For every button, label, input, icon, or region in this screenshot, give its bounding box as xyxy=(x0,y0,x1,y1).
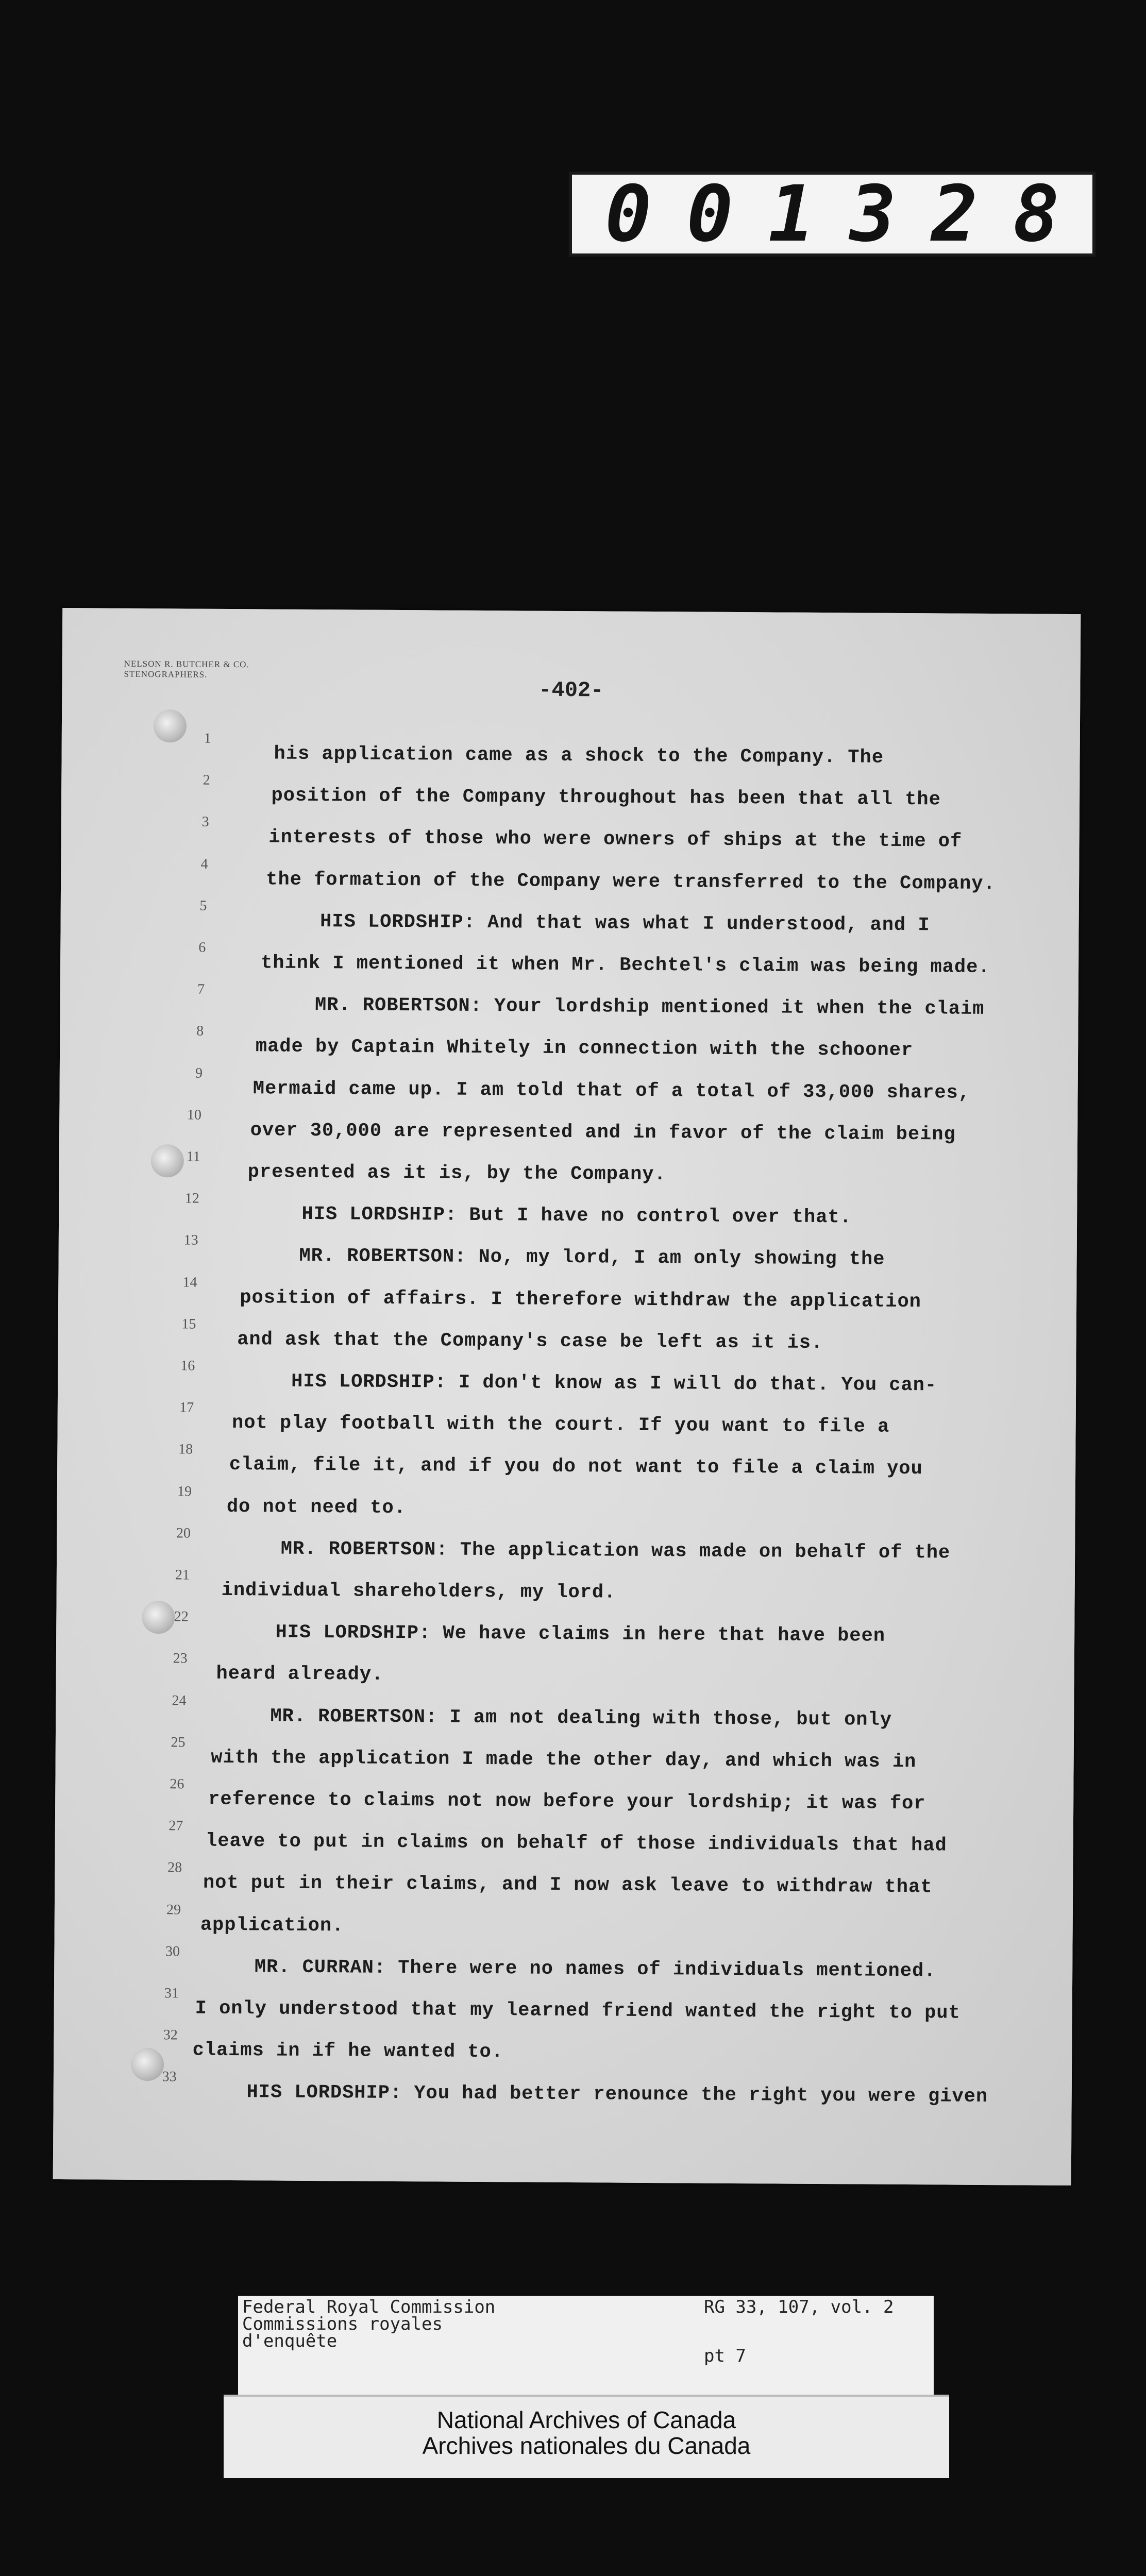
transcript-line: position of affairs. I therefore withdraw the application xyxy=(240,1286,922,1313)
line-number: 30 xyxy=(165,1943,180,1960)
line-number: 24 xyxy=(172,1692,187,1709)
line-number: 31 xyxy=(164,1985,179,2002)
transcript-line: his application came as a shock to the Company. The xyxy=(274,743,884,769)
line-number: 17 xyxy=(179,1399,194,1416)
transcript-line: over 30,000 are represented and in favor of the claim being xyxy=(250,1120,956,1146)
line-number: 11 xyxy=(186,1148,200,1165)
transcript-line: position of the Company throughout has been that all the xyxy=(271,785,941,811)
transcript-line: HIS LORDSHIP: We have claims in here that have been xyxy=(275,1621,886,1647)
transcript-line: not play football with the court. If you want to file a xyxy=(231,1412,890,1438)
line-number: 23 xyxy=(173,1650,188,1667)
line-number: 33 xyxy=(162,2069,177,2085)
transcript-line: HIS LORDSHIP: But I have no control over that. xyxy=(301,1204,852,1229)
transcript-line: I only understood that my learned friend wanted the right to put xyxy=(195,1997,960,2024)
transcript-line: Mermaid came up. I am told that of a total of 33,000 shares, xyxy=(252,1077,971,1104)
line-number: 20 xyxy=(176,1525,191,1541)
letterhead-role: STENOGRAPHERS. xyxy=(124,669,208,680)
frame-number-plate xyxy=(569,169,1096,259)
line-number: 15 xyxy=(181,1316,196,1332)
line-number: 22 xyxy=(174,1608,189,1625)
line-number: 10 xyxy=(187,1107,202,1123)
transcript-line: claims in if he wanted to. xyxy=(192,2039,504,2063)
transcript-line: presented as it is, by the Company. xyxy=(247,1161,666,1186)
transcript-line: HIS LORDSHIP: I don't know as I will do that. You can- xyxy=(291,1370,937,1397)
line-number: 18 xyxy=(178,1441,193,1458)
transcript-line: not put in their claims, and I now ask leave to withdraw that xyxy=(203,1872,933,1899)
line-number: 2 xyxy=(203,772,210,788)
transcript-line: interests of those who were owners of ships at the time of xyxy=(268,826,963,853)
line-number: 8 xyxy=(196,1023,204,1040)
line-number: 9 xyxy=(195,1065,203,1081)
institution-name-en: National Archives of Canada xyxy=(436,2406,736,2433)
institution-name-fr: Archives nationales du Canada xyxy=(422,2432,751,2459)
transcript-line: the formation of the Company were transferred to the Company. xyxy=(266,869,996,895)
transcript-line: HIS LORDSHIP: And that was what I understood, and I xyxy=(320,910,930,937)
line-number: 21 xyxy=(175,1567,190,1583)
transcript-line: think I mentioned it when Mr. Bechtel's claim was being made. xyxy=(261,952,990,979)
frame-digit: 3 xyxy=(849,169,897,259)
line-number: 1 xyxy=(204,730,211,747)
collection-name-en: Federal Royal Commission xyxy=(242,2297,496,2317)
archive-label xyxy=(238,2296,934,2399)
line-number: 6 xyxy=(198,939,206,956)
transcript-line: MR. ROBERTSON: No, my lord, I am only showing the xyxy=(299,1245,885,1271)
line-number: 3 xyxy=(201,814,209,831)
letterhead-firm: NELSON R. BUTCHER & CO. xyxy=(124,658,249,670)
page-number: -402- xyxy=(538,677,604,703)
line-number: 26 xyxy=(170,1776,184,1792)
line-number: 28 xyxy=(167,1859,182,1876)
transcript-line: claim, file it, and if you do not want to file a claim you xyxy=(229,1454,923,1480)
collection-name-fr: Commissions royales xyxy=(242,2314,443,2334)
record-group-ref: RG 33, 107, vol. 2 xyxy=(704,2297,894,2317)
transcript-line: and ask that the Company's case be left as it is. xyxy=(237,1328,823,1354)
line-number: 14 xyxy=(182,1274,197,1291)
line-number: 19 xyxy=(177,1483,192,1500)
transcript-line: MR. CURRAN: There were no names of individuals mentioned. xyxy=(254,1956,936,1982)
transcript-line: made by Captain Whitely in connection with the schooner xyxy=(255,1036,914,1062)
transcript-page xyxy=(53,608,1081,2185)
transcript-line: do not need to. xyxy=(226,1496,407,1519)
transcript-line: MR. ROBERTSON: Your lordship mentioned it when the claim xyxy=(314,994,985,1021)
line-number: 4 xyxy=(200,856,208,872)
frame-digit: 0 xyxy=(605,169,652,259)
line-number: 13 xyxy=(183,1232,198,1249)
record-part: pt 7 xyxy=(704,2346,746,2366)
line-number: 25 xyxy=(171,1734,186,1751)
transcript-line: reference to claims not now before your lordship; it was for xyxy=(208,1788,926,1815)
transcript-line: heard already. xyxy=(216,1663,384,1686)
collection-name-fr-2: d'enquête xyxy=(242,2331,338,2351)
line-number: 27 xyxy=(168,1818,183,1834)
frame-digit: 8 xyxy=(1013,169,1059,259)
transcript-line: leave to put in claims on behalf of those individuals that had xyxy=(205,1830,947,1857)
frame-digit: 2 xyxy=(931,169,978,259)
transcript-line: HIS LORDSHIP: You had better renounce the right you were given xyxy=(246,2081,988,2108)
transcript-line: MR. ROBERTSON: I am not dealing with those, but only xyxy=(270,1705,892,1731)
line-number: 7 xyxy=(197,981,205,997)
frame-digit: 1 xyxy=(768,169,815,259)
transcript-line: with the application I made the other day, and which was in xyxy=(211,1747,917,1773)
line-number: 32 xyxy=(163,2027,178,2043)
frame-digit: 0 xyxy=(686,169,733,259)
line-number: 12 xyxy=(184,1190,199,1207)
transcript-line: application. xyxy=(200,1914,344,1937)
line-number: 5 xyxy=(199,897,207,914)
institution-banner xyxy=(224,2395,949,2478)
line-number: 29 xyxy=(166,1901,181,1918)
line-number: 16 xyxy=(180,1358,195,1374)
transcript-line: individual shareholders, my lord. xyxy=(221,1579,616,1604)
transcript-line: MR. ROBERTSON: The application was made on behalf of the xyxy=(280,1538,951,1564)
